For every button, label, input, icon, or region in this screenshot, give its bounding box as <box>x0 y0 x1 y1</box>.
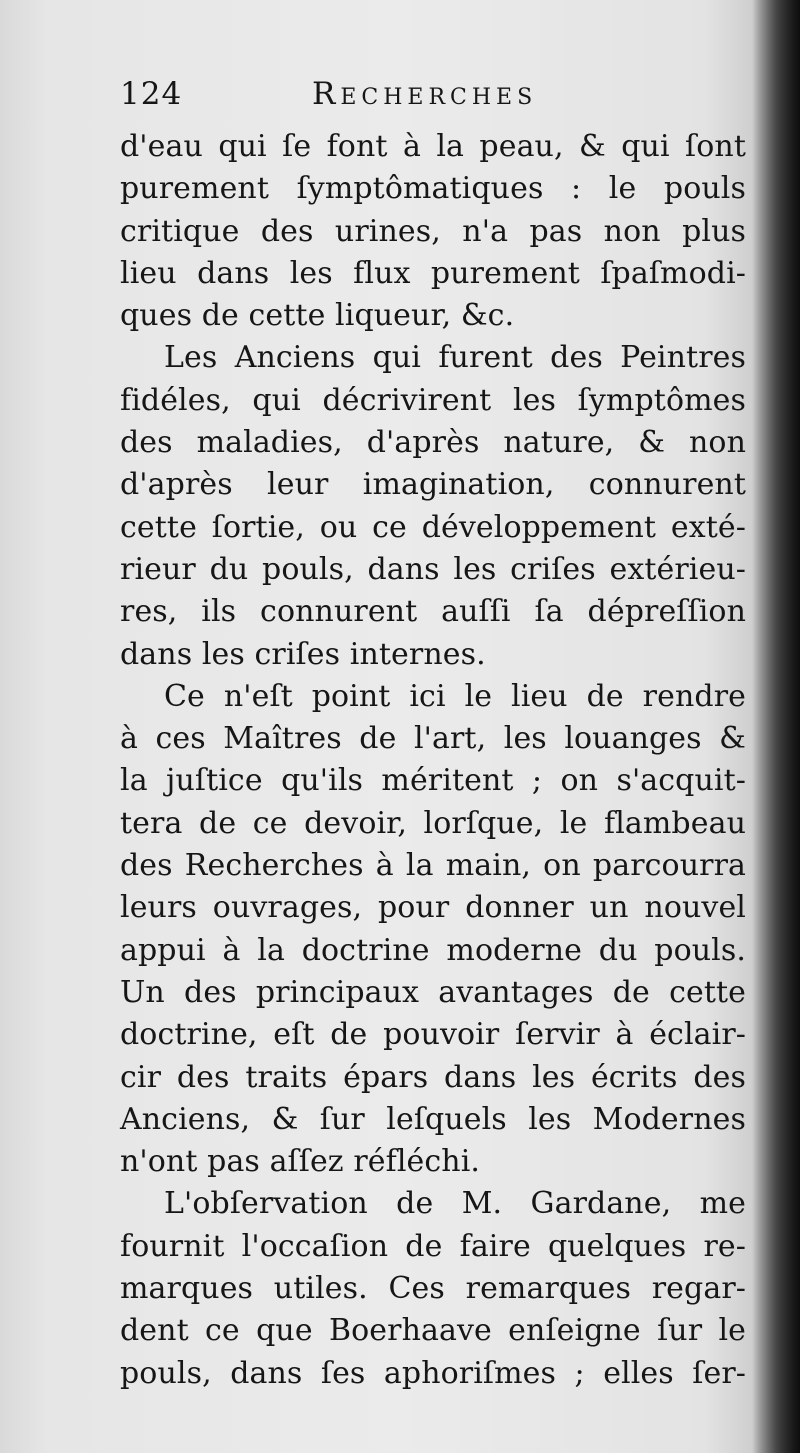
body-text <box>120 126 746 1395</box>
text-line: d'eau qui ſe font à la peau, & qui ſont <box>120 129 746 164</box>
text-line: cir des traits épars dans les écrits des <box>120 1059 746 1095</box>
page-number: 124 <box>120 76 183 112</box>
text-line: dans les criſes internes. <box>120 636 486 672</box>
text-line: la juſtice qu'ils méritent ; on s'acquit- <box>120 763 746 799</box>
text-line: appui à la doctrine moderne du pouls. <box>120 932 746 968</box>
text-line: Un des principaux avantages de cette <box>120 974 746 1010</box>
text-line: tera de ce devoir, lorſque, le flambeau <box>120 805 746 841</box>
text-line: ques de cette liqueur, &c. <box>120 298 515 334</box>
text-line: Les Anciens qui furent des Peintres <box>164 340 746 376</box>
page-header <box>120 70 600 120</box>
text-line: leurs ouvrages, pour donner un nouvel <box>120 890 746 926</box>
text-line: purement ſymptômatiques : le pouls <box>120 171 746 207</box>
text-line: critique des urines, n'a pas non plus <box>120 213 746 249</box>
text-line: Anciens, & ſur leſquels les Modernes <box>120 1101 746 1137</box>
text-line: à ces Maîtres de l'art, les louanges & <box>120 721 746 757</box>
text-line: pouls, dans ſes aphoriſmes ; elles ſer- <box>120 1355 746 1391</box>
text-line: res, ils connurent auſſi ſa dépreſſion <box>120 594 746 630</box>
text-line: dent ce que Boerhaave enſeigne ſur le <box>120 1313 746 1349</box>
running-head: Recherches <box>312 76 538 112</box>
text-line: n'ont pas aſſez réfléchi. <box>120 1144 481 1180</box>
text-line: des maladies, d'après nature, & non <box>120 425 746 461</box>
text-line: rieur du pouls, dans les criſes extérieu- <box>120 551 746 587</box>
text-line: fournit l'occaſion de faire quelques re- <box>120 1228 746 1264</box>
text-line: fidéles, qui décrivirent les ſymptômes <box>120 382 746 418</box>
spine-shadow <box>752 0 800 1453</box>
text-line: doctrine, eſt de pouvoir ſervir à éclair- <box>120 1017 746 1053</box>
text-line: marques utiles. Ces remarques regar- <box>120 1271 746 1307</box>
text-line: lieu dans les flux purement ſpaſmodi- <box>120 255 746 291</box>
text-line: cette ſortie, ou ce développement exté- <box>120 509 746 545</box>
text-line: L'obſervation de M. Gardane, me <box>164 1186 746 1222</box>
text-line: des Recherches à la main, on parcourra <box>120 848 746 884</box>
text-line: Ce n'eſt point ici le lieu de rendre <box>164 678 746 714</box>
text-line: d'après leur imagination, connurent <box>120 467 746 503</box>
